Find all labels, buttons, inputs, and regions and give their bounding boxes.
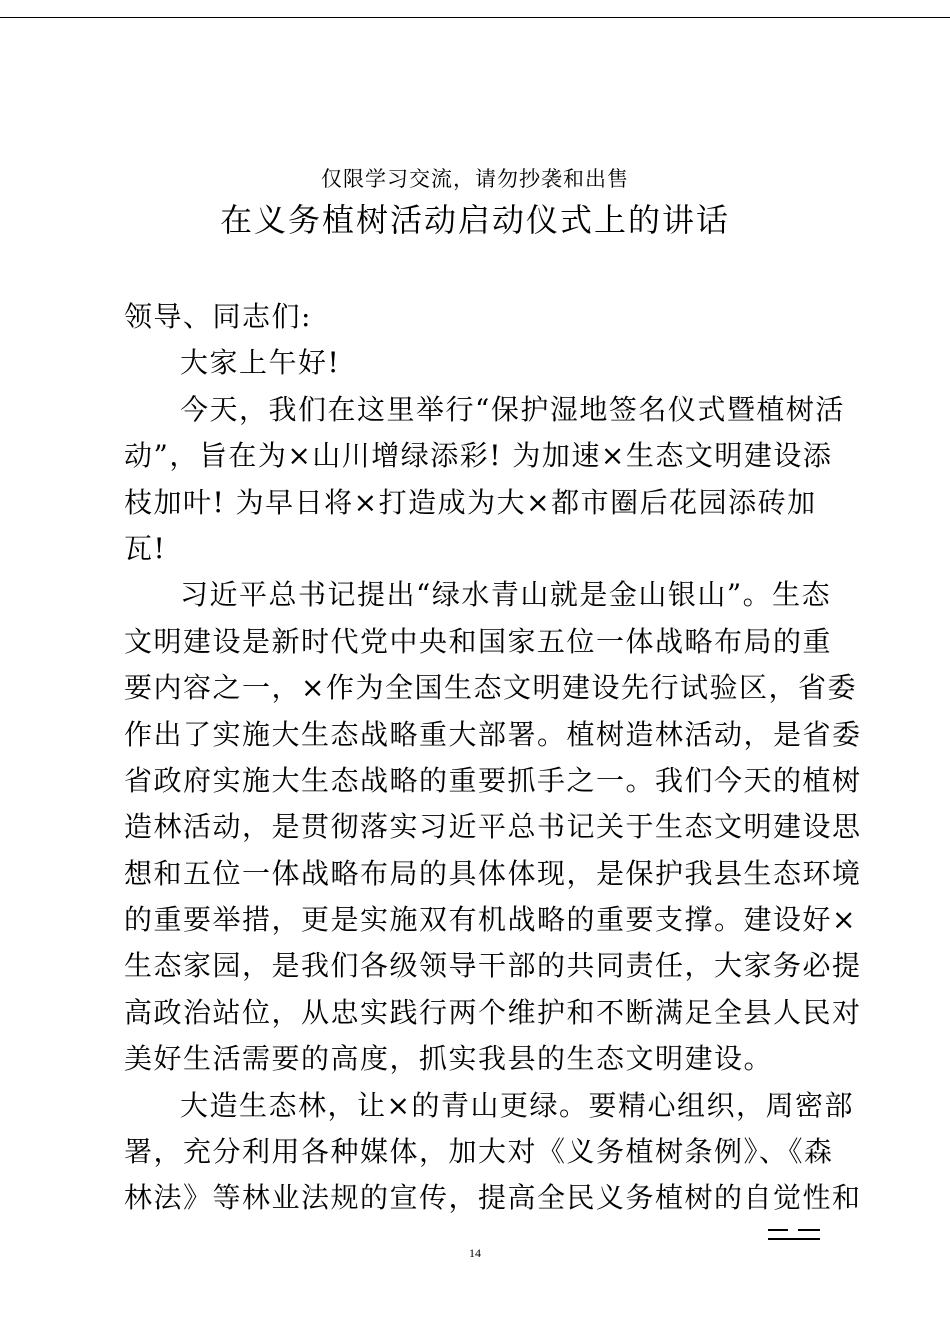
paragraph-line: 生态家园，是我们各级领导干部的共同责任，大家务必提 bbox=[124, 949, 862, 983]
paragraph-line: 枝加叶! 为早日将×打造成为大×都市圈后花园添砖加 bbox=[124, 485, 817, 519]
paragraph-line: 要内容之一，×作为全国生态文明建设先行试验区，省委 bbox=[124, 671, 857, 705]
paragraph-line: 高政治站位，从忠实践行两个维护和不断满足全县人民对 bbox=[124, 995, 862, 1029]
paragraph-line: 美好生活需要的高度，抓实我县的生态文明建设。 bbox=[124, 1042, 774, 1076]
paragraph-line: 动”，旨在为×山川增绿添彩! 为加速×生态文明建设添 bbox=[124, 439, 833, 473]
paragraph-line: 瓦! bbox=[124, 531, 167, 565]
paragraph-line: 的重要举措，更是实施双有机战略的重要支撑。建设好× bbox=[124, 903, 857, 937]
paragraph-line: 大造生态林，让×的青山更绿。要精心组织，周密部 bbox=[180, 1088, 854, 1122]
paragraph-line: 习近平总书记提出“绿水青山就是金山银山”。生态 bbox=[180, 578, 832, 612]
footer-dash bbox=[798, 1229, 820, 1231]
paragraph-line: 林法》等林业法规的宣传，提高全民义务植树的自觉性和 bbox=[124, 1181, 862, 1215]
paragraph-line: 今天，我们在这里举行“保护湿地签名仪式暨植树活 bbox=[180, 392, 845, 426]
page-number: 14 bbox=[469, 1246, 481, 1260]
footer-rule bbox=[768, 1238, 820, 1240]
footer-dash-mark bbox=[768, 1226, 820, 1242]
paragraph-line: 文明建设是新时代党中央和国家五位一体战略布局的重 bbox=[124, 624, 833, 658]
greeting-line: 大家上午好! bbox=[180, 346, 341, 380]
paragraph-line: 署，充分利用各种媒体，加大对《义务植树条例》、《森 bbox=[124, 1135, 834, 1169]
speech-body bbox=[124, 294, 862, 1222]
footer-dash bbox=[768, 1229, 788, 1231]
paragraph-line: 想和五位一体战略布局的具体体现，是保护我县生态环境 bbox=[124, 856, 862, 890]
document-title: 在义务植树活动启动仪式上的讲话 bbox=[219, 201, 730, 239]
header-rule bbox=[0, 17, 950, 18]
paragraph-line: 省政府实施大生态战略的重要抓手之一。我们今天的植树 bbox=[124, 763, 862, 797]
paragraph-line: 造林活动，是贯彻落实习近平总书记关于生态文明建设思 bbox=[124, 810, 862, 844]
paragraph-line: 作出了实施大生态战略重大部署。植树造林活动，是省委 bbox=[124, 717, 862, 751]
copyright-notice: 仅限学习交流，请勿抄袭和出售 bbox=[321, 167, 629, 191]
salutation-line: 领导、同志们: bbox=[124, 300, 312, 333]
